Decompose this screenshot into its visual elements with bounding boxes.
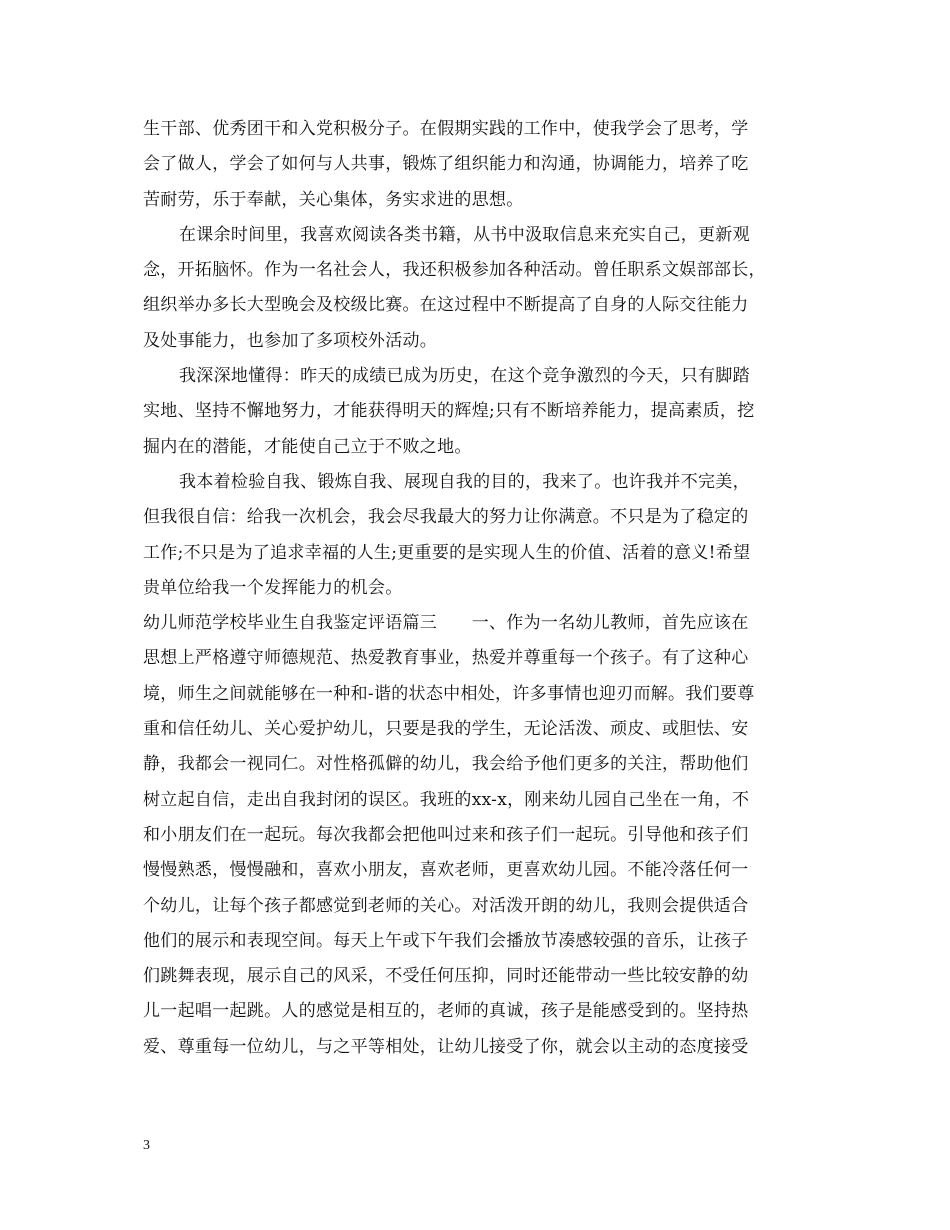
text-line: 掘内在的潜能，才能使自己立于不败之地。	[143, 436, 472, 457]
page-number: 3	[143, 1138, 150, 1153]
text-line: 工作;不只是为了追求幸福的人生;更重要的是实现人生的价值、活着的意义!希望	[143, 542, 751, 563]
text-line: 在课余时间里，我喜欢阅读各类书籍，从书中汲取信息来充实自己，更新观	[179, 224, 750, 245]
text-line: 个幼儿，让每个孩子都感觉到老师的关心。对活泼开朗的幼儿，我则会提供适合	[143, 895, 749, 916]
text-line: 苦耐劳，乐于奉献，关心集体，务实求进的思想。	[143, 189, 524, 210]
text-line: 静，我都会一视同仁。对性格孤僻的幼儿，我会给予他们更多的关注，帮助他们	[143, 754, 749, 775]
text-line: 生干部、优秀团干和入党积极分子。在假期实践的工作中，使我学会了思考，学	[143, 119, 749, 139]
document-body	[143, 112, 823, 1065]
text-line: 他们的展示和表现空间。每天上午或下午我们会播放节凑感较强的音乐，让孩子	[143, 930, 749, 951]
text-line: 和小朋友们在一起玩。每次我都会把他叫过来和孩子们一起玩。引导他和孩子们	[143, 824, 749, 845]
text-line: 我深深地懂得：昨天的成绩已成为历史，在这个竞争激烈的今天，只有脚踏	[179, 366, 750, 387]
text-line: 会了做人，学会了如何与人共事，锻炼了组织能力和沟通，协调能力，培养了吃	[143, 154, 749, 175]
text-line: 及处事能力，也参加了多项校外活动。	[143, 330, 438, 351]
text-line: 思想上严格遵守师德规范、热爱教育事业，热爱并尊重每一个孩子。有了这种心	[143, 648, 749, 669]
text-line: 树立起自信，走出自我封闭的误区。我班的xx-x，刚来幼儿园自己坐在一角，不	[143, 789, 750, 810]
text-line: 重和信任幼儿、关心爱护幼儿，只要是我的学生，无论活泼、顽皮、或胆怯、安	[143, 719, 749, 740]
text-line: 我本着检验自我、锻炼自我、展现自我的目的，我来了。也许我并不完美，	[179, 471, 750, 492]
text-line: 实地、坚持不懈地努力，才能获得明天的辉煌;只有不断培养能力，提高素质，挖	[143, 401, 755, 422]
text-line: 慢慢熟悉，慢慢融和，喜欢小朋友，喜欢老师，更喜欢幼儿园。不能冷落任何一	[143, 860, 749, 881]
text-line: 境，师生之间就能够在一种和-谐的状态中相处，许多事情也迎刃而解。我们要尊	[143, 683, 755, 704]
text-line: 爱、尊重每一位幼儿，与之平等相处，让幼儿接受了你，就会以主动的态度接受	[143, 1036, 749, 1057]
text-line: 们跳舞表现，展示自己的风采，不受任何压抑，同时还能带动一些比较安静的幼	[143, 966, 749, 987]
text-line: 幼儿师范学校毕业生自我鉴定评语篇三 一、作为一名幼儿教师，首先应该在	[143, 613, 749, 634]
text-line: 贵单位给我一个发挥能力的机会。	[143, 577, 403, 598]
text-line: 但我很自信：给我一次机会，我会尽我最大的努力让你满意。不只是为了稳定的	[143, 507, 749, 528]
text-line: 组织举办多长大型晚会及校级比赛。在这过程中不断提高了自身的人际交往能力	[143, 295, 749, 316]
text-line: 念，开拓脑怀。作为一名社会人，我还积极参加各种活动。曾任职系文娱部部长，	[143, 260, 766, 281]
text-line: 儿一起唱一起跳。人的感觉是相互的，老师的真诚，孩子是能感受到的。坚持热	[143, 1001, 749, 1022]
